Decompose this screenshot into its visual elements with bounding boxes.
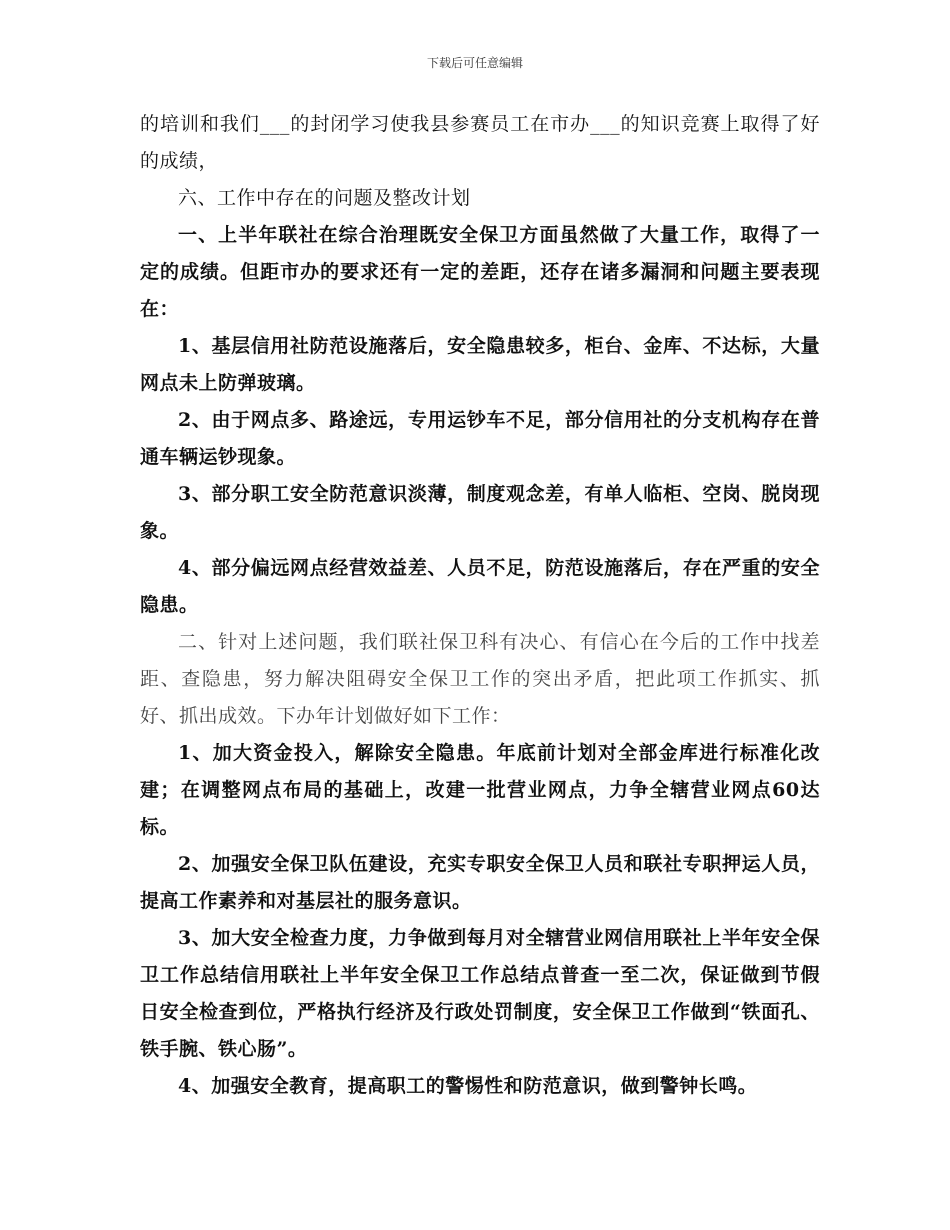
list-item: 1、基层信用社防范设施落后，安全隐患较多，柜台、金库、不达标，大量网点未上防弹玻璃。 xyxy=(140,335,820,394)
list-item: 2、加强安全保卫队伍建设，充实专职安全保卫人员和联社专职押运人员，提高工作素养和对基层社的服务意识。 xyxy=(140,853,820,912)
paragraph: 二、针对上述问题，我们联社保卫科有决心、有信心在今后的工作中找差距、查隐患，努力解决阻碍安全保卫工作的突出矛盾，把此项工作抓实、抓好、抓出成效。下办年计划做好如下工作： xyxy=(140,631,820,727)
list-item: 3、加大安全检查力度，力争做到每月对全辖营业网信用联社上半年安全保卫工作总结信用联社上半年安全保卫工作总结点普查一至二次，保证做到节假日安全检查到位，严格执行经济及行政处罚制度，安全保卫工作做到“铁面孔、铁手腕、铁心肠”。 xyxy=(140,927,820,1060)
paragraph: 的培训和我们___的封闭学习使我县参赛员工在市办___的知识竞赛上取得了好的成绩， xyxy=(140,113,820,172)
paragraph: 一、上半年联社在综合治理既安全保卫方面虽然做了大量工作，取得了一定的成绩。但距市办的要求还有一定的差距，还存在诸多漏洞和问题主要表现在： xyxy=(140,224,820,320)
list-item: 4、加强安全教育，提高职工的警惕性和防范意识，做到警钟长鸣。 xyxy=(178,1075,758,1097)
section-heading: 六、工作中存在的问题及整改计划 xyxy=(178,187,471,209)
list-item: 2、由于网点多、路途远，专用运钞车不足，部分信用社的分支机构存在普通车辆运钞现象。 xyxy=(140,409,820,468)
list-item: 3、部分职工安全防范意识淡薄，制度观念差，有单人临柜、空岗、脱岗现象。 xyxy=(140,483,820,542)
list-item: 1、加大资金投入，解除安全隐患。年底前计划对全部金库进行标准化改建；在调整网点布局的基础上，改建一批营业网点，力争全辖营业网点60达标。 xyxy=(140,742,820,838)
document-body xyxy=(140,106,820,1105)
list-item: 4、部分偏远网点经营效益差、人员不足，防范设施落后，存在严重的安全隐患。 xyxy=(140,557,820,616)
page-header: 下载后可任意编辑 xyxy=(426,56,523,70)
